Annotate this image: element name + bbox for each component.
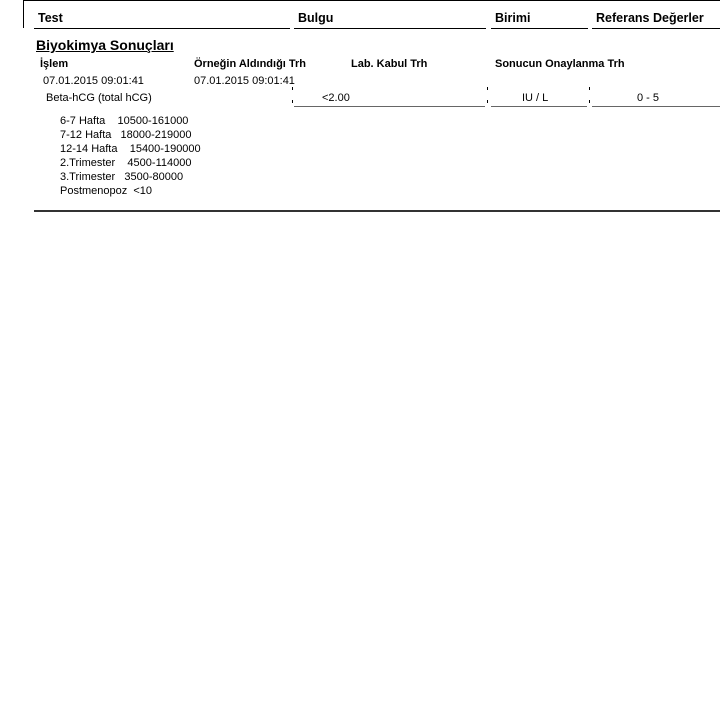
subheader-islem: İşlem (40, 58, 69, 70)
tick-mark (292, 87, 293, 90)
header-underline-referans (592, 28, 720, 29)
subheader-lab: Lab. Kabul Trh (351, 58, 428, 70)
result-value: <2.00 (322, 92, 350, 104)
header-underline-bulgu (294, 28, 486, 29)
header-referans: Referans Değerler (596, 11, 704, 25)
reference-range-line: 12-14 Hafta 15400-190000 (60, 143, 201, 155)
reference-range-line: Postmenopoz <10 (60, 185, 153, 197)
reference-ranges (60, 114, 201, 198)
test-name: Beta-hCG (total hCG) (46, 92, 152, 104)
reference-range-line: 2.Trimester 4500-114000 (60, 157, 192, 169)
header-underline-birimi (491, 28, 588, 29)
reference-range-line: 3.Trimester 3500-80000 (60, 171, 184, 183)
section-title: Biyokimya Sonuçları (36, 37, 174, 53)
islem-date: 07.01.2015 09:01:41 (43, 75, 144, 87)
frame-left-border (23, 0, 24, 28)
frame-top-border (23, 0, 720, 1)
unit-underline (491, 106, 587, 107)
reference-range-line: 6-7 Hafta 10500-161000 (60, 115, 189, 127)
unit-value: IU / L (522, 92, 549, 104)
header-test: Test (38, 11, 63, 25)
tick-mark (589, 87, 590, 90)
header-underline-test (34, 28, 290, 29)
tick-mark (487, 100, 488, 103)
result-underline (294, 106, 485, 107)
subheader-onay: Sonucun Onaylanma Trh (495, 58, 625, 70)
tick-mark (487, 87, 488, 90)
reference-value: 0 - 5 (637, 92, 660, 104)
header-bulgu: Bulgu (298, 11, 334, 25)
reference-underline (592, 106, 720, 107)
ornek-date: 07.01.2015 09:01:41 (194, 75, 295, 87)
bottom-divider (34, 210, 720, 212)
header-birimi: Birimi (495, 11, 531, 25)
tick-mark (589, 100, 590, 103)
subheader-ornek: Örneğin Aldındığı Trh (194, 58, 307, 70)
tick-mark (292, 100, 293, 103)
reference-range-line: 7-12 Hafta 18000-219000 (60, 129, 192, 141)
